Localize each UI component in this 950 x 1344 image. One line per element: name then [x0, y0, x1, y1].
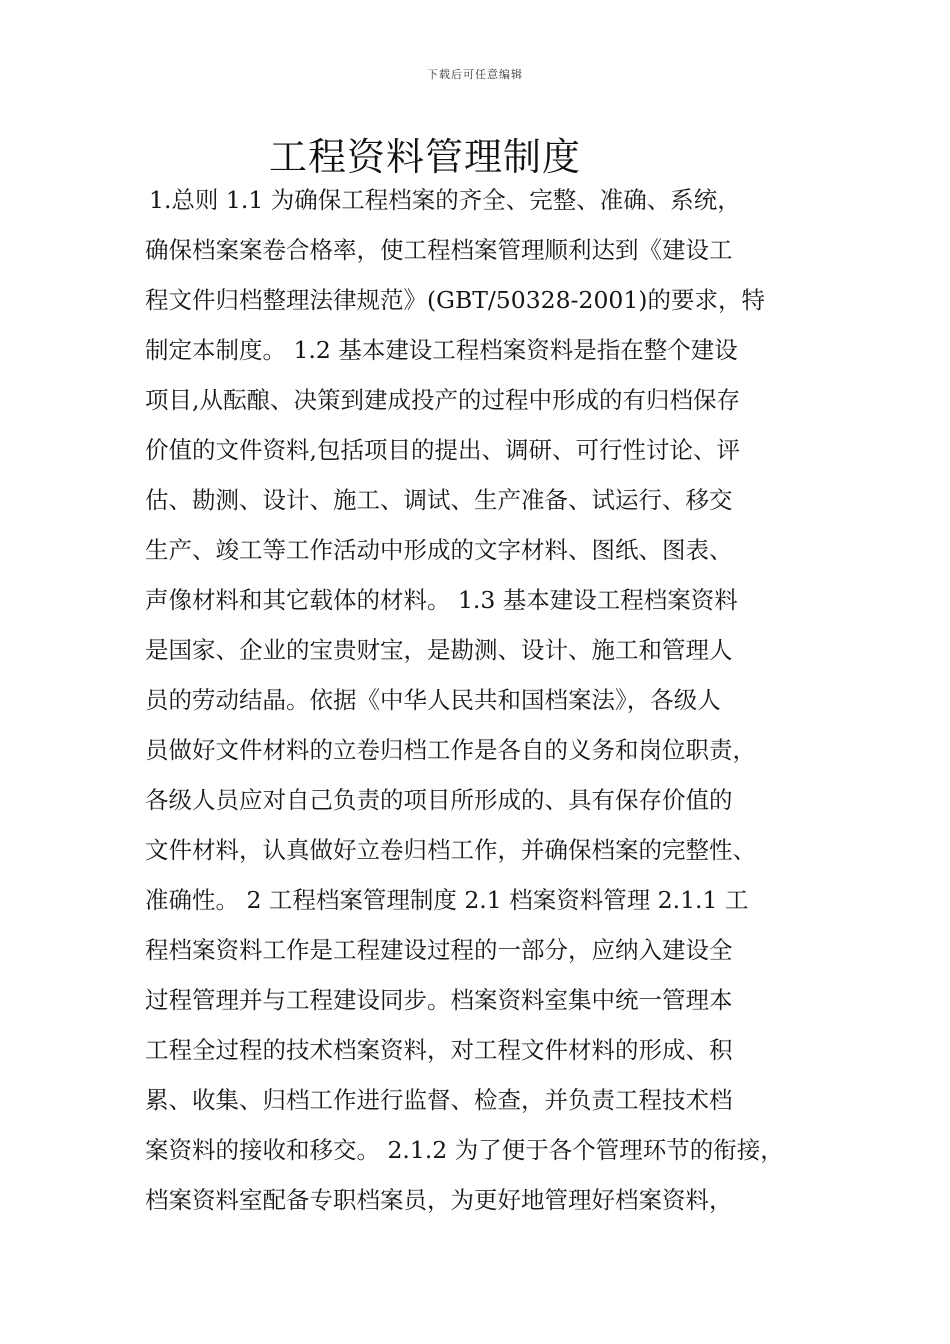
header-note: 下载后可任意编辑 [427, 68, 523, 81]
body-line: 过程管理并与工程建设同步。档案资料室集中统一管理本 [145, 986, 733, 1014]
document-body [145, 182, 845, 1232]
document-title: 工程资料管理制度 [268, 135, 581, 179]
body-line: 案资料的接收和移交。 2.1.2 为了便于各个管理环节的衔接， [145, 1136, 784, 1164]
body-line: 生产、竣工等工作活动中形成的文字材料、图纸、图表、 [145, 536, 733, 564]
body-line: 声像材料和其它载体的材料。 1.3 基本建设工程档案资料 [145, 586, 738, 614]
body-line: 制定本制度。 1.2 基本建设工程档案资料是指在整个建设 [145, 336, 738, 364]
body-line: 1.总则 1.1 为确保工程档案的齐全、完整、准确、系统， [149, 186, 741, 214]
body-line: 工程全过程的技术档案资料，对工程文件材料的形成、积 [145, 1036, 733, 1064]
body-line: 各级人员应对自己负责的项目所形成的、具有保存价值的 [145, 786, 733, 814]
body-line: 员的劳动结晶。依据《中华人民共和国档案法》，各级人 [145, 686, 721, 714]
body-line: 程档案资料工作是工程建设过程的一部分，应纳入建设全 [145, 936, 733, 964]
body-line: 程文件归档整理法律规范》(GBT/50328-2001)的要求，特 [145, 286, 765, 314]
body-line: 员做好文件材料的立卷归档工作是各自的义务和岗位职责， [145, 736, 756, 764]
body-line: 价值的文件资料,包括项目的提出、调研、可行性讨论、评 [145, 436, 740, 464]
body-line: 是国家、企业的宝贵财宝，是勘测、设计、施工和管理人 [145, 636, 733, 664]
body-line: 累、收集、归档工作进行监督、检查，并负责工程技术档 [145, 1086, 733, 1114]
body-line: 文件材料，认真做好立卷归档工作，并确保档案的完整性、 [145, 836, 756, 864]
body-line: 确保档案案卷合格率，使工程档案管理顺利达到《建设工 [145, 236, 733, 264]
body-line: 项目,从酝酿、决策到建成投产的过程中形成的有归档保存 [145, 386, 740, 414]
body-line: 估、勘测、设计、施工、调试、生产准备、试运行、移交 [145, 486, 733, 514]
body-line: 准确性。 2 工程档案管理制度 2.1 档案资料管理 2.1.1 工 [145, 886, 749, 914]
body-line: 档案资料室配备专职档案员，为更好地管理好档案资料， [145, 1186, 733, 1214]
